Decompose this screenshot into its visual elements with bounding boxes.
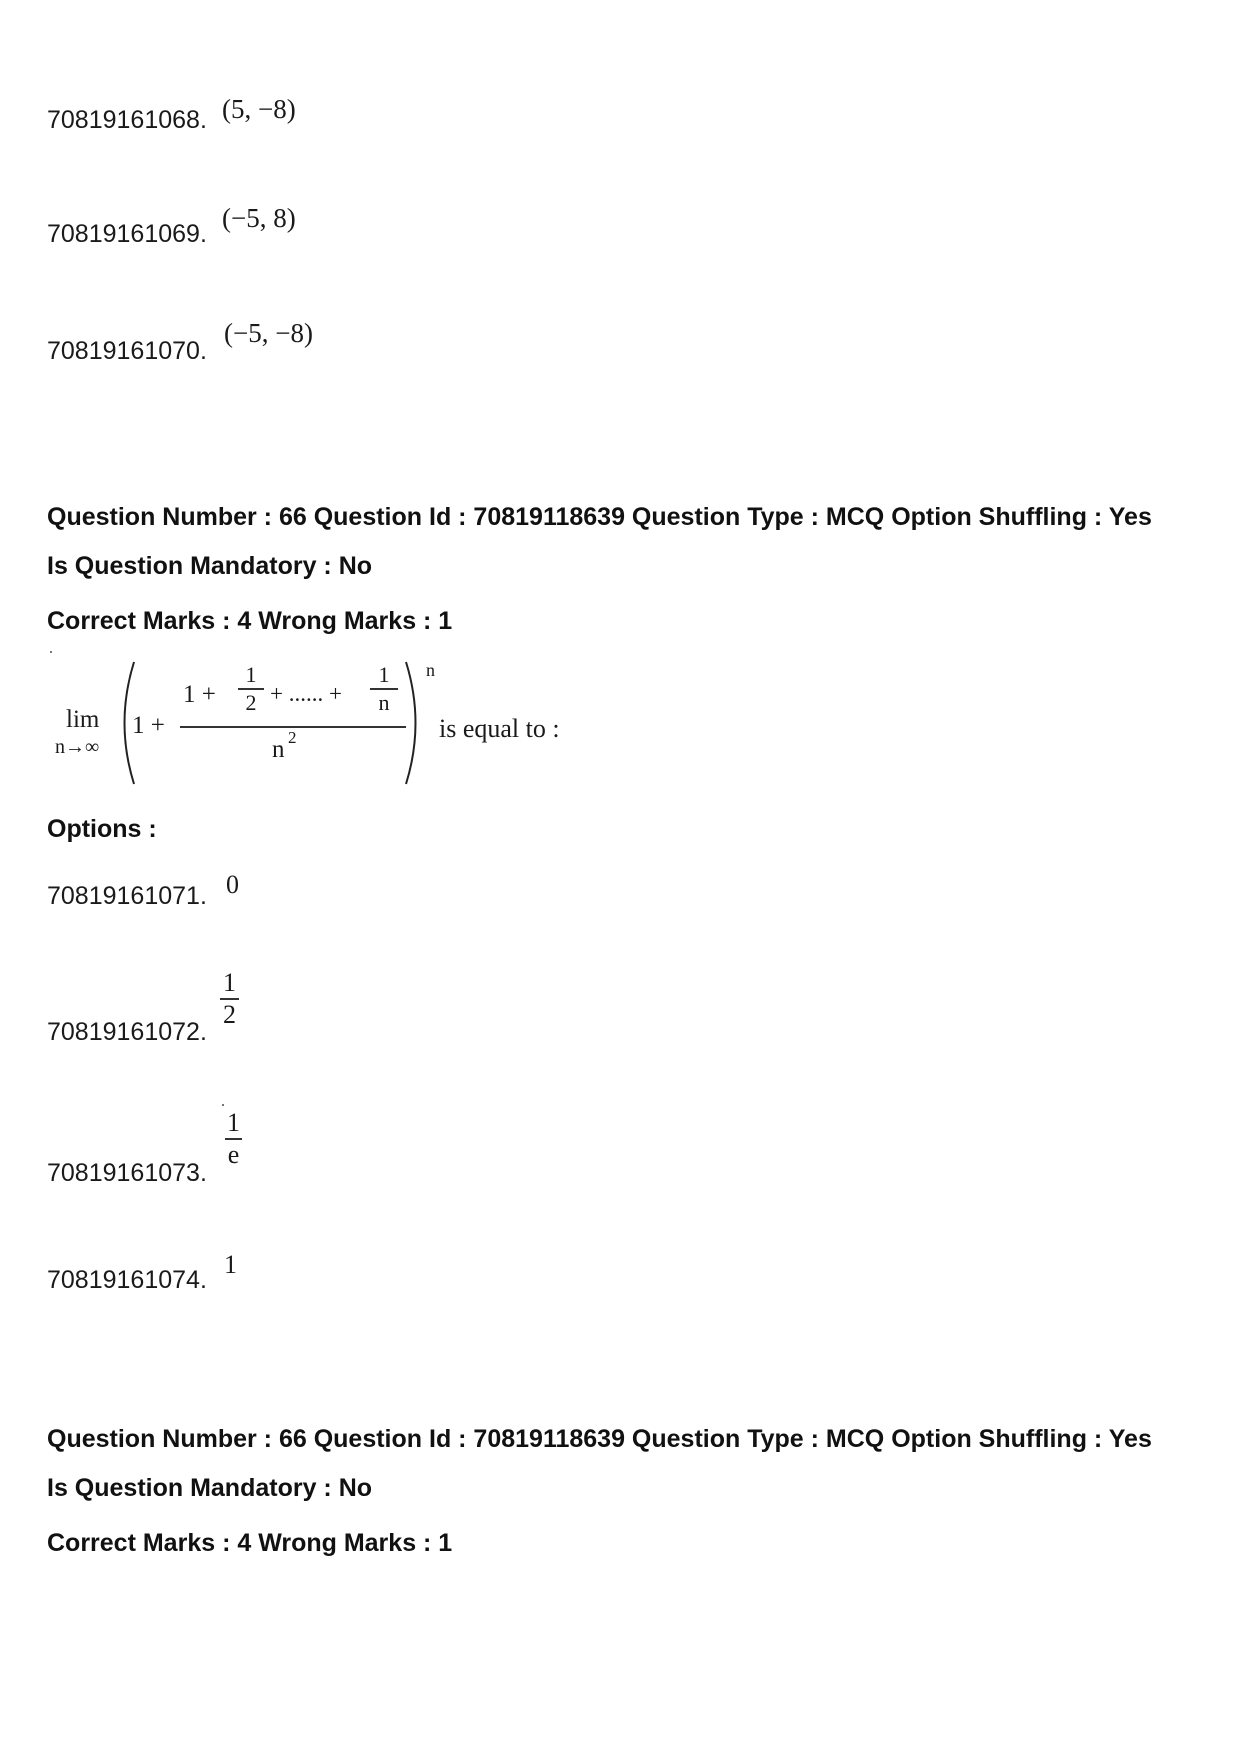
option-id: 70819161074. <box>47 1266 207 1294</box>
options-label: Options : <box>47 815 157 843</box>
option-id: 70819161073. <box>47 1159 207 1187</box>
option-value: (−5, 8) <box>222 203 296 233</box>
option-id: 70819161069. <box>47 220 207 248</box>
option-id: 70819161068. <box>47 106 207 134</box>
question-marks-line: Correct Marks : 4 Wrong Marks : 1 <box>47 1529 453 1557</box>
option-id: 70819161071. <box>47 882 207 910</box>
numerator-one-plus: 1 + <box>183 681 216 708</box>
stray-dot <box>50 651 52 653</box>
main-denominator: n <box>272 736 285 763</box>
limit-subscript: n→∞ <box>55 736 100 758</box>
fraction-denominator: e <box>225 1138 243 1168</box>
question-suffix: is equal to : <box>439 714 560 743</box>
option-value: (5, −8) <box>222 94 296 124</box>
inv-n-denominator: n <box>378 690 390 715</box>
question-meta-line: Question Number : 66 Question Id : 70819118639 Question Type : MCQ Option Shuffling : Yes <box>47 1425 1152 1453</box>
option-value: (−5, −8) <box>224 318 313 348</box>
option-fraction <box>224 1110 243 1168</box>
option-value: 0 <box>226 870 239 899</box>
limit-label: lim <box>66 706 100 733</box>
option-id: 70819161072. <box>47 1018 207 1046</box>
question-marks-line: Correct Marks : 4 Wrong Marks : 1 <box>47 607 453 635</box>
fraction-denominator: 2 <box>220 998 239 1028</box>
one-plus: 1 + <box>132 712 165 739</box>
question-mandatory-line: Is Question Mandatory : No <box>47 1474 373 1502</box>
question-meta-line: Question Number : 66 Question Id : 70819118639 Question Type : MCQ Option Shuffling : Yes <box>47 503 1152 531</box>
inv-n-numerator: 1 <box>378 662 390 687</box>
fraction-numerator: 1 <box>227 1108 240 1137</box>
half-numerator: 1 <box>245 662 257 687</box>
main-denominator-exponent: 2 <box>288 728 297 747</box>
option-fraction <box>220 970 239 1028</box>
option-id: 70819161070. <box>47 337 207 365</box>
right-paren <box>402 660 428 786</box>
fraction-numerator: 1 <box>223 968 236 997</box>
question-mandatory-line: Is Question Mandatory : No <box>47 552 373 580</box>
question-formula <box>50 656 610 788</box>
half-denominator: 2 <box>245 690 257 715</box>
option-value: 1 <box>224 1250 237 1279</box>
outer-exponent: n <box>426 660 435 680</box>
stray-dot <box>222 1104 224 1106</box>
series-ellipsis: + ...... + <box>270 681 342 706</box>
